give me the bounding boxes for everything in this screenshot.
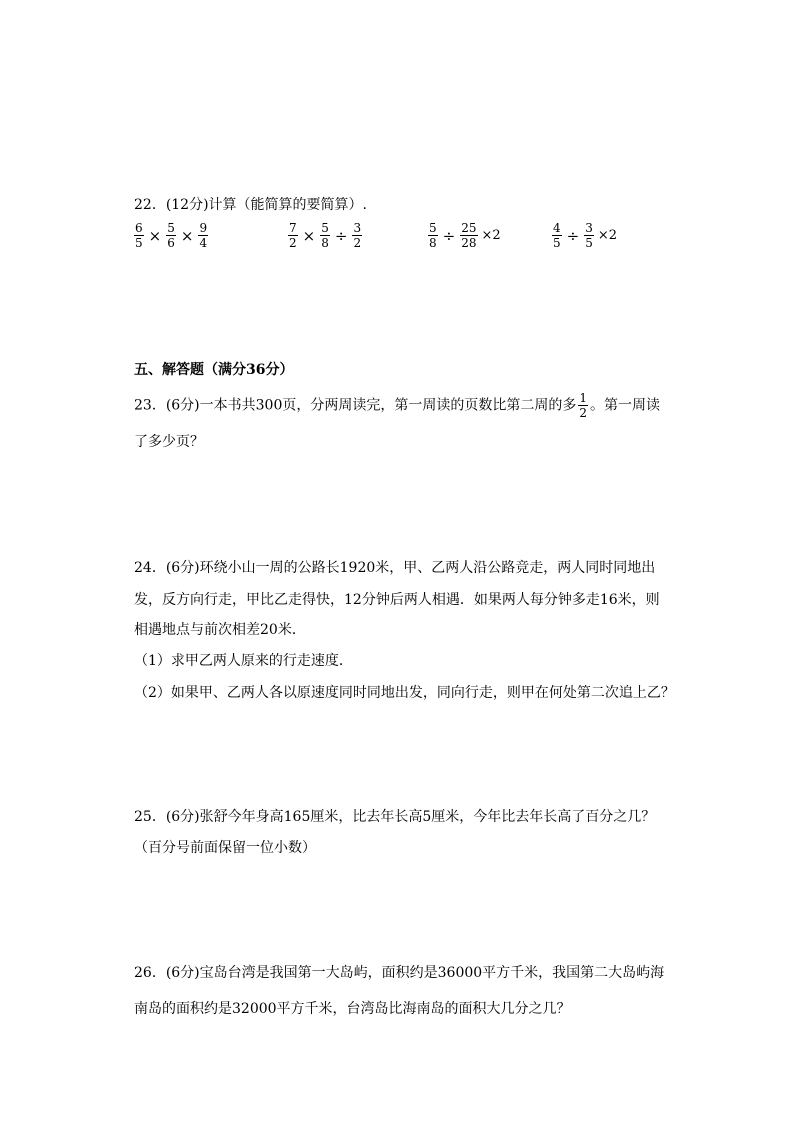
q23-text-post: 。第一周读	[590, 397, 661, 414]
fraction: $\frac{1}{2}$	[579, 391, 588, 420]
fraction: $\frac{9}{4}$	[199, 221, 208, 250]
q24-line-2: 发，反方向行走，甲比乙走得快，12分钟后两人相遇．如果两人每分钟多走16米，则	[134, 592, 660, 608]
q22-expr-4	[550, 222, 617, 249]
operator: ÷	[442, 226, 456, 245]
q25-line-2: （百分号前面保留一位小数）	[134, 840, 316, 856]
q22-expr-1	[132, 222, 210, 249]
q23-line-2: 了多少页？	[134, 434, 204, 450]
fraction: $\frac{5}{8}$	[321, 221, 329, 250]
fraction: $\frac{6}{5}$	[135, 221, 143, 250]
q25-line-1: 25．(6分)张舒今年身高165厘米，比去年长高5厘米，今年比去年长高了百分之几？	[134, 809, 656, 825]
fraction: $\frac{3}{2}$	[353, 221, 362, 250]
q24-sub-2: （2）如果甲、乙两人各以原速度同时同地出发，同向行走，则甲在何处第二次追上乙？	[134, 685, 675, 701]
fraction: $\frac{7}{2}$	[289, 221, 297, 250]
fraction: $\frac{3}{5}$	[585, 221, 593, 250]
expr-tail: ×2	[481, 228, 501, 243]
q24-sub-1: （1）求甲乙两人原来的行走速度．	[134, 653, 353, 669]
fraction: $\frac{25}{28}$	[461, 221, 477, 250]
fraction: $\frac{4}{5}$	[553, 221, 561, 250]
q26-line-2: 南岛的面积约是32000平方千米，台湾岛比海南岛的面积大几分之几？	[134, 1001, 571, 1017]
expr-tail: ×2	[597, 228, 618, 243]
q24-line-3: 相遇地点与前次相差20米．	[134, 622, 306, 638]
q24-line-1: 24．(6分)环绕小山一周的公路长1920米，甲、乙两人沿公路竞走，两人同时同地出	[134, 560, 656, 576]
fraction: $\frac{5}{6}$	[167, 221, 175, 250]
operator: ×	[180, 226, 194, 245]
q23-text-pre: 23．(6分)一本书共300页，分两周读完，第一周读的页数比第二周的多	[134, 397, 577, 414]
fraction: $\frac{5}{8}$	[429, 221, 437, 250]
operator: ×	[148, 226, 162, 245]
q22-expr-2	[286, 222, 364, 249]
operator: ÷	[566, 226, 580, 245]
q26-line-1: 26．(6分)宝岛台湾是我国第一大岛屿，面积约是36000平方千米，我国第二大岛屿海	[134, 965, 665, 981]
operator: ÷	[334, 226, 348, 245]
operator: ×	[302, 226, 316, 245]
section-heading: 五、解答题（满分36分）	[134, 362, 294, 378]
q22-title: 22．(12分)计算（能简算的要简算）.	[134, 197, 368, 213]
q23-line-1	[134, 392, 660, 419]
q22-expr-3	[426, 222, 501, 249]
